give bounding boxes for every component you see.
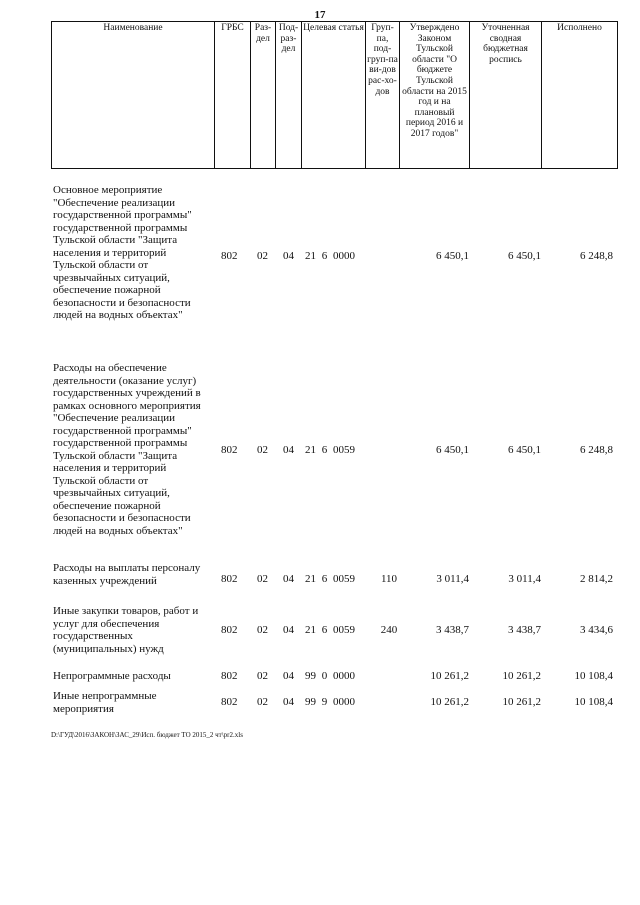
table-row xyxy=(51,670,617,684)
row-celevaya-statya: 21 6 0000 xyxy=(305,250,355,262)
row-podrazdel: 04 xyxy=(283,444,294,456)
file-path-footer: D:\ГУД\2016\ЗАКОН\ЗАС_29\Исп. бюджет ТО 2015_2 чт\pr2.xls xyxy=(51,731,243,739)
row-grbs: 802 xyxy=(221,624,238,636)
header-grbs: ГРБС xyxy=(215,22,251,169)
header-gruppa-vidov-rashodov: Груп-па, под-груп-па ви-дов рас-хо-дов xyxy=(366,22,400,169)
row-grbs: 802 xyxy=(221,444,238,456)
row-utverzhdeno: 10 261,2 xyxy=(430,696,469,708)
row-utverzhdeno: 6 450,1 xyxy=(436,444,469,456)
header-utochnennaya-rospis: Уточненная сводная бюджетная роспись xyxy=(470,22,542,169)
row-name: Иные непрограммные мероприятия xyxy=(53,690,157,715)
row-vid-rashodov: 240 xyxy=(380,624,398,636)
row-podrazdel: 04 xyxy=(283,573,294,585)
row-utverzhdeno: 6 450,1 xyxy=(436,250,469,262)
row-name: Расходы на обеспечение деятельности (оказание услуг) государственных учреждений в рамках основного мероприятия "Обеспечение реализации государственной программы" государственной программы Тульской области "Защита населения и территорий Тульской области от чрезвычайных ситуаций, обеспечение пожарной безопасности и безопасности людей на водных объектах" xyxy=(53,362,201,537)
row-grbs: 802 xyxy=(221,250,238,262)
row-celevaya-statya: 21 6 0059 xyxy=(305,444,355,456)
row-celevaya-statya: 99 9 0000 xyxy=(305,696,355,708)
row-razdel: 02 xyxy=(257,624,268,636)
row-ispolneno: 10 108,4 xyxy=(574,670,613,682)
row-razdel: 02 xyxy=(257,573,268,585)
row-utochneno: 10 261,2 xyxy=(502,696,541,708)
header-utverzhdeno: Утверждено Законом Тульской области "О бюджете Тульской области на 2015 год и на плановый период 2016 и 2017 годов" xyxy=(400,22,470,169)
row-name: Иные закупки товаров, работ и услуг для обеспечения государственных (муниципальных) нужд xyxy=(53,605,199,655)
table-row xyxy=(51,362,617,542)
header-ispolneno: Исполнено xyxy=(542,22,618,169)
table-row xyxy=(51,562,617,600)
page-number: 17 xyxy=(314,9,326,21)
row-utverzhdeno: 3 011,4 xyxy=(436,573,469,585)
header-razdel: Раз-дел xyxy=(251,22,276,169)
row-utochneno: 6 450,1 xyxy=(508,444,541,456)
row-celevaya-statya: 21 6 0059 xyxy=(305,573,355,585)
row-ispolneno: 10 108,4 xyxy=(574,696,613,708)
row-name: Основное мероприятие "Обеспечение реализации государственной программы" государственной программы Тульской области "Защита населения и территорий Тульской области от чрезвычайных ситуаций, обеспечение пожарной безопасности и безопасности людей на водных объектах" xyxy=(53,184,192,321)
row-podrazdel: 04 xyxy=(283,250,294,262)
row-razdel: 02 xyxy=(257,250,268,262)
row-utverzhdeno: 3 438,7 xyxy=(436,624,469,636)
header-celevaya-statya: Целевая статья xyxy=(302,22,366,169)
row-razdel: 02 xyxy=(257,670,268,682)
row-celevaya-statya: 99 0 0000 xyxy=(305,670,355,682)
row-utochneno: 3 438,7 xyxy=(508,624,541,636)
row-name: Расходы на выплаты персоналу казенных учреждений xyxy=(53,562,201,587)
row-utochneno: 10 261,2 xyxy=(502,670,541,682)
row-ispolneno: 6 248,8 xyxy=(580,250,613,262)
row-name: Непрограммные расходы xyxy=(53,670,171,682)
row-vid-rashodov: 110 xyxy=(380,573,398,585)
row-utochneno: 3 011,4 xyxy=(508,573,541,585)
row-podrazdel: 04 xyxy=(283,696,294,708)
row-razdel: 02 xyxy=(257,444,268,456)
row-grbs: 802 xyxy=(221,696,238,708)
table-row xyxy=(51,184,617,330)
row-podrazdel: 04 xyxy=(283,670,294,682)
row-celevaya-statya: 21 6 0059 xyxy=(305,624,355,636)
row-podrazdel: 04 xyxy=(283,624,294,636)
table-row xyxy=(51,690,617,716)
row-ispolneno: 6 248,8 xyxy=(580,444,613,456)
row-razdel: 02 xyxy=(257,696,268,708)
header-podrazdel: Под-раз-дел xyxy=(276,22,302,169)
row-ispolneno: 2 814,2 xyxy=(580,573,613,585)
row-grbs: 802 xyxy=(221,573,238,585)
row-grbs: 802 xyxy=(221,670,238,682)
row-ispolneno: 3 434,6 xyxy=(580,624,613,636)
table-row xyxy=(51,605,617,657)
header-name: Наименование xyxy=(52,22,215,169)
row-utverzhdeno: 10 261,2 xyxy=(430,670,469,682)
table-header xyxy=(51,21,618,169)
row-utochneno: 6 450,1 xyxy=(508,250,541,262)
